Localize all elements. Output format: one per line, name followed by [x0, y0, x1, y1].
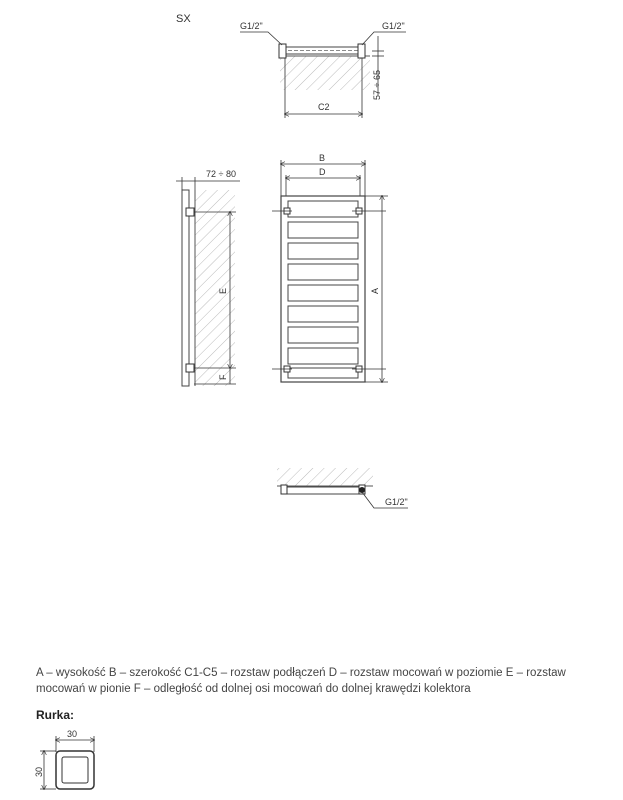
- radiator-rung: [288, 327, 358, 343]
- radiator-rung: [288, 285, 358, 301]
- top-wall-distance-label: 57 ÷ 65: [372, 70, 382, 100]
- d-label: D: [319, 167, 326, 177]
- top-left-connection-label: G1/2": [240, 21, 263, 31]
- bottom-view: [277, 468, 408, 508]
- radiator-bottom-collector: [288, 368, 358, 378]
- front-view: [272, 153, 388, 382]
- side-view: [176, 169, 240, 386]
- top-view-right-connector: [358, 44, 365, 58]
- bottom-view-wall-hatch: [277, 468, 373, 486]
- f-label: F: [218, 374, 228, 380]
- tube-profile: [34, 729, 94, 789]
- radiator-rung: [288, 348, 358, 364]
- side-view-top-bracket: [186, 208, 194, 216]
- legend: A – wysokość B – szerokość C1-C5 – rozstaw podłączeń D – rozstaw mocowań w poziomie E – rozstaw mocowań w pionie F – odległość od dolnej osi mocowań do dolnej krawędzi kolektora: [36, 667, 566, 695]
- side-view-wall-hatch: [195, 190, 235, 386]
- radiator-rung: [288, 201, 358, 217]
- tube-inner: [62, 757, 88, 783]
- a-label: A: [370, 287, 380, 294]
- tube-title: Rurka:: [36, 708, 75, 722]
- top-view: [240, 21, 406, 118]
- wall-offset-label: 72 ÷ 80: [206, 169, 236, 179]
- radiator-rung: [288, 222, 358, 238]
- top-view-left-connector: [279, 44, 286, 58]
- e-label: E: [218, 287, 228, 294]
- side-view-collector: [182, 190, 189, 386]
- b-label: B: [319, 153, 326, 163]
- model-label: SX: [176, 13, 191, 25]
- top-view-wall-hatch: [280, 56, 370, 90]
- top-right-connection-label: G1/2": [382, 21, 405, 31]
- bottom-view-collector: [281, 487, 365, 494]
- c2-label: C2: [318, 102, 330, 112]
- tube-height-label: 30: [34, 766, 44, 777]
- side-view-bottom-bracket: [186, 364, 194, 372]
- radiator-rung: [288, 243, 358, 259]
- tube-width-label: 30: [67, 729, 78, 739]
- radiator-rung: [288, 306, 358, 322]
- radiator-rung: [288, 264, 358, 280]
- bottom-connection-label: G1/2": [385, 497, 408, 507]
